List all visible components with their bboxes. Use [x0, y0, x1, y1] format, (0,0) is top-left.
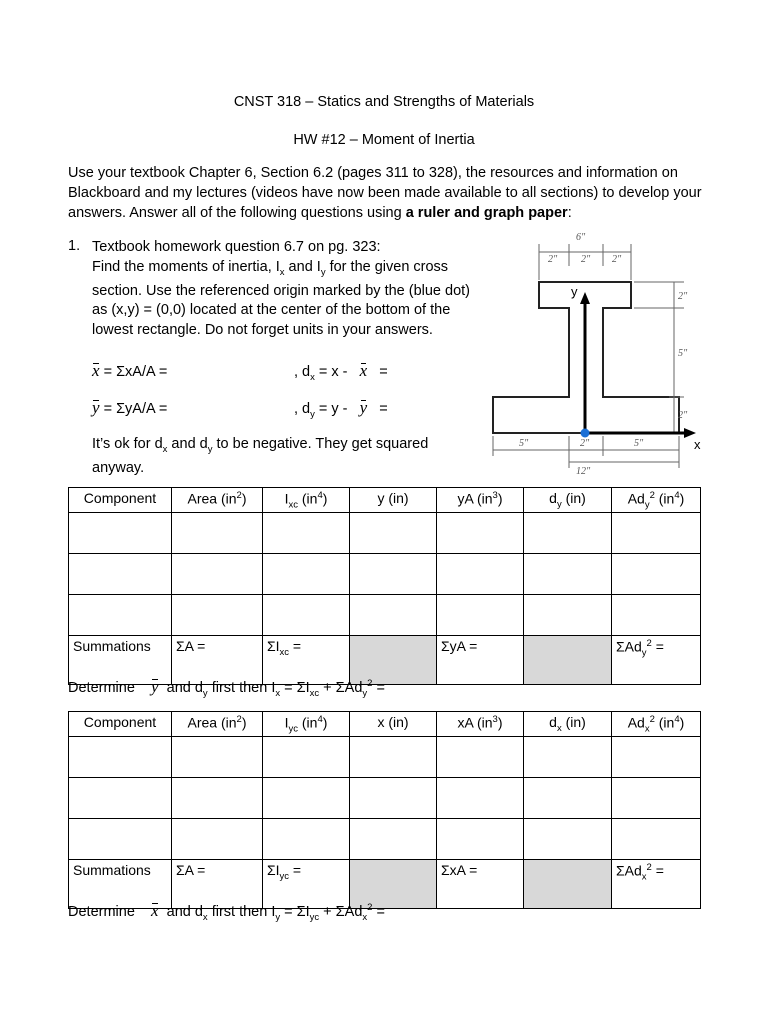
equation-dx [294, 361, 388, 383]
cell[interactable] [350, 595, 437, 636]
eq1-sub: x [310, 371, 315, 383]
cell[interactable] [172, 554, 263, 595]
determine2-sub3: yc [309, 911, 320, 923]
course-title: CNST 318 – Statics and Strengths of Materials [233, 94, 535, 110]
table-row [69, 819, 701, 860]
ybar-symbol-3: y [151, 677, 159, 696]
cell[interactable] [437, 554, 524, 595]
cell[interactable] [350, 778, 437, 819]
eq2-end: = [375, 401, 388, 417]
intro-bold: a ruler and graph paper [405, 205, 568, 221]
table2-sum-iyc[interactable]: $\Sigma I_{yc}$ = [263, 860, 350, 909]
table2-sum-shaded-2 [524, 860, 612, 909]
determine2-sub4: x [362, 911, 368, 923]
intro-paragraph [68, 163, 708, 223]
xbar-symbol-3: x [151, 901, 159, 920]
determine1-c: = ΣI [280, 680, 310, 696]
cell[interactable] [612, 778, 701, 819]
axis-y-label: y [571, 284, 578, 299]
eq2-right2: = y - [314, 401, 352, 417]
cell[interactable] [524, 737, 612, 778]
dim-right-2b: 2" [678, 410, 688, 421]
dim-bottom-2: 2" [580, 438, 590, 449]
cell[interactable] [263, 819, 350, 860]
note-sub-y: y [207, 443, 213, 455]
table2-header-iyc: $I_{yc}$ $(in^4)$ [263, 712, 350, 737]
eq1-right: , d [294, 364, 311, 380]
table2-header-x: x (in) [350, 712, 437, 737]
note-text [92, 435, 452, 479]
eq1-left: = ΣxA/A = [99, 364, 168, 380]
determine2-b: first then I [207, 904, 276, 920]
cell[interactable] [524, 778, 612, 819]
cell[interactable] [69, 737, 172, 778]
table2-header-area: Area $(in^2)$ [172, 712, 263, 737]
intro-end: : [567, 205, 572, 221]
question-body [92, 258, 482, 341]
cell[interactable] [69, 554, 172, 595]
cell[interactable] [172, 737, 263, 778]
dim-right-2a: 2" [678, 291, 688, 302]
table-row [69, 778, 701, 819]
intro-text: Use your textbook Chapter 6, Section 6.2 (pages 311 to 328), the resources and information on Blackboard and my lectures (videos have now been made available to all sections) to develop your answers. Answer all of the following questions using [68, 165, 702, 221]
cell[interactable] [263, 778, 350, 819]
dim-bottom-5a: 5" [519, 438, 529, 449]
table-ix [68, 711, 701, 909]
eq2-left: = ΣyA/A = [99, 401, 168, 417]
ybar-symbol: y [92, 398, 100, 417]
table1-header-component: Component [69, 488, 172, 513]
q-part1: Find the moments of inertia, I [92, 258, 280, 275]
table-row [69, 737, 701, 778]
cell[interactable] [524, 819, 612, 860]
determine1-b: first then I [207, 680, 276, 696]
table-iy [68, 487, 701, 685]
table2-header-dx: $d_x$ (in) [524, 712, 612, 737]
cell[interactable] [350, 737, 437, 778]
table2-sum-adx2[interactable]: ΣAd$_x^2$ = [612, 860, 701, 909]
determine1-sup: 2 [367, 678, 373, 690]
q-part2: and I [284, 258, 321, 275]
determine2-sub2: y [275, 911, 281, 923]
note-sub-x: x [162, 443, 168, 455]
cell[interactable] [437, 737, 524, 778]
cell[interactable] [612, 595, 701, 636]
determine2-sup: 2 [367, 902, 373, 914]
determine2-label: Determine [68, 904, 135, 920]
table1-sum-ady2[interactable]: ΣAd$_y^2$ = [612, 636, 701, 685]
determine1-e: = [372, 680, 385, 696]
table1-header-row [69, 488, 701, 513]
determine1-a: and d [166, 680, 203, 696]
determine1-label: Determine [68, 680, 135, 696]
y-axis-arrow [580, 292, 590, 304]
determine2-a: and d [166, 904, 203, 920]
cell[interactable] [172, 513, 263, 554]
table1-sum-ixc[interactable]: $\Sigma I_{xc}$ = [263, 636, 350, 685]
determine2-c: = ΣI [280, 904, 310, 920]
question-title: Textbook homework question 6.7 on pg. 323: [92, 239, 381, 255]
cell[interactable] [172, 819, 263, 860]
table1-sum-label: Summations [69, 636, 172, 685]
dim-top-2c: 2" [612, 254, 622, 265]
determine2-d: + ΣAd [319, 904, 363, 920]
table1-header-ya: yA $(in^3)$ [437, 488, 524, 513]
eq2-sub: y [310, 408, 315, 420]
q-sub-y: y [320, 266, 326, 278]
table2-sum-area[interactable]: ΣA = [172, 860, 263, 909]
table1-header-area: Area $(in^2)$ [172, 488, 263, 513]
ybar-symbol-2: y [359, 398, 368, 417]
cell[interactable] [350, 819, 437, 860]
axis-x-label: x [694, 437, 701, 452]
table1-sum-shaded-2 [524, 636, 612, 685]
dim-bottom-12: 12" [576, 466, 591, 476]
dim-bottom-5b: 5" [634, 438, 644, 449]
question-number: 1. [68, 238, 81, 254]
cell[interactable] [612, 554, 701, 595]
cell[interactable] [437, 819, 524, 860]
cell[interactable] [263, 595, 350, 636]
hw-title: HW #12 – Moment of Inertia [293, 132, 475, 148]
cell[interactable] [69, 595, 172, 636]
cell[interactable] [612, 819, 701, 860]
table-row [69, 595, 701, 636]
equation-dy [294, 398, 388, 420]
cell[interactable] [172, 595, 263, 636]
table1-header-ady2: $Ad_y^2$ $(in^4)$ [612, 488, 701, 513]
table1-header-ixc: $I_{xc}$ $(in^4)$ [263, 488, 350, 513]
table2-sum-xa[interactable]: ΣxA = [437, 860, 524, 909]
cell[interactable] [69, 819, 172, 860]
cell[interactable] [172, 778, 263, 819]
table1-sum-area[interactable]: ΣA = [172, 636, 263, 685]
question-text [92, 238, 482, 340]
determine2-sub: x [202, 911, 208, 923]
determine2-e: = [372, 904, 385, 920]
determine-iy [68, 901, 385, 923]
determine1-sub: y [202, 687, 208, 699]
determine-ix [68, 677, 385, 699]
table-row [69, 513, 701, 554]
xbar-symbol: x [92, 361, 100, 380]
cell[interactable] [263, 513, 350, 554]
cell[interactable] [437, 513, 524, 554]
eq1-right2: = x - [314, 364, 352, 380]
table2-header-adx2: $Ad_x^2$ $(in^4)$ [612, 712, 701, 737]
table2-header-row [69, 712, 701, 737]
determine1-sub2: x [275, 687, 281, 699]
table-row [69, 554, 701, 595]
cell[interactable] [437, 778, 524, 819]
table1-header-y: y (in) [350, 488, 437, 513]
determine1-sub3: xc [309, 687, 320, 699]
cell[interactable] [612, 737, 701, 778]
note-c: to be negative. They get squared anyway. [92, 436, 429, 477]
table1-sum-ya[interactable]: ΣyA = [437, 636, 524, 685]
cell[interactable] [263, 737, 350, 778]
cell[interactable] [524, 513, 612, 554]
q-sub-x: x [279, 266, 285, 278]
cell[interactable] [524, 554, 612, 595]
cell[interactable] [350, 513, 437, 554]
table1-header-dy: $d_y$ (in) [524, 488, 612, 513]
note-b: and d [167, 436, 208, 452]
determine1-d: + ΣAd [319, 680, 363, 696]
cell[interactable] [437, 595, 524, 636]
equation-ybar [92, 398, 167, 418]
dim-right-5: 5" [678, 348, 688, 359]
table2-header-xa: xA $(in^3)$ [437, 712, 524, 737]
cell[interactable] [612, 513, 701, 554]
table2-header-component: Component [69, 712, 172, 737]
cell[interactable] [350, 554, 437, 595]
table2-sum-label: Summations [69, 860, 172, 909]
cross-section-figure [484, 222, 706, 476]
note-a: It’s ok for d [92, 436, 163, 452]
xbar-symbol-2: x [359, 361, 368, 380]
cell[interactable] [69, 778, 172, 819]
dim-top-2a: 2" [548, 254, 558, 265]
eq2-right: , d [294, 401, 311, 417]
dim-top-2b: 2" [581, 254, 591, 265]
eq1-end: = [375, 364, 388, 380]
determine1-sub4: y [362, 687, 368, 699]
dim-top-6: 6" [576, 232, 586, 243]
equation-xbar [92, 361, 167, 381]
origin-dot [581, 429, 590, 438]
q-part3: for the given cross section. Use the referenced origin marked by the (blue dot) as (x,y) = (0,0) located at the center of the bottom of the lowest rectangle. Do not forget units in your answers. [92, 258, 471, 338]
cell[interactable] [263, 554, 350, 595]
cell[interactable] [524, 595, 612, 636]
cell[interactable] [69, 513, 172, 554]
